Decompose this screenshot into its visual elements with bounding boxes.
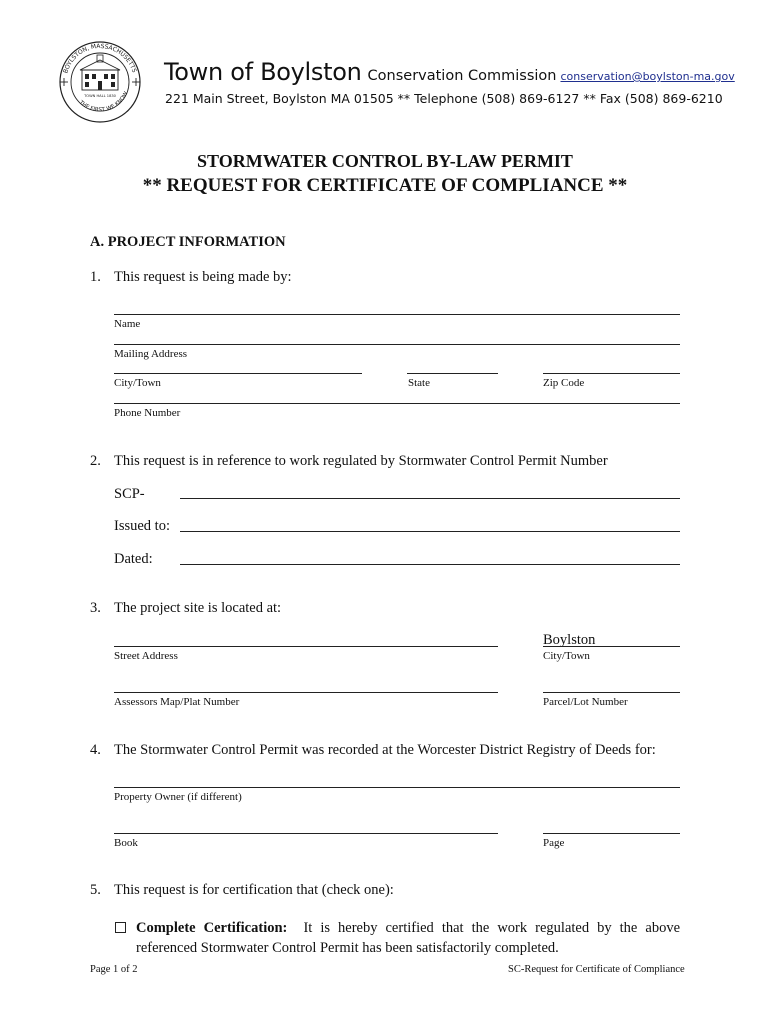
issued-to-field[interactable] [180,531,680,532]
complete-certification-label: Complete Certification: [136,920,288,936]
scp-label: SCP- [114,486,145,502]
section-a-heading: A. PROJECT INFORMATION [90,234,286,250]
city-field[interactable] [114,373,362,374]
mailing-address-field[interactable] [114,344,680,345]
seal-inner-text: TOWN HALL 1830 [84,94,116,98]
q1-number: 1. [90,269,101,285]
city-label: City/Town [114,377,161,389]
phone-label: Phone Number [114,407,181,419]
state-field[interactable] [407,373,498,374]
form-subtitle: ** REQUEST FOR CERTIFICATE OF COMPLIANCE ** [142,175,628,196]
page-field[interactable] [543,833,680,834]
complete-certification-checkbox[interactable] [115,922,126,933]
parcel-lot-label: Parcel/Lot Number [543,696,628,708]
q5-text: This request is for certification that (check one): [114,882,394,898]
scp-number-field[interactable] [180,498,680,499]
zip-field[interactable] [543,373,680,374]
complete-certification-option [136,918,680,958]
dated-label: Dated: [114,551,153,567]
issued-to-label: Issued to: [114,518,170,534]
q3-number: 3. [90,600,101,616]
zip-label: Zip Code [543,377,585,389]
name-label: Name [114,318,141,330]
site-city-field[interactable] [543,646,680,647]
q5-number: 5. [90,882,101,898]
phone-field[interactable] [114,403,680,404]
seal-top-text: BOYLSTON, MASSACHUSETTS [62,42,138,75]
q1-text: This request is being made by: [114,269,292,285]
assessors-map-label: Assessors Map/Plat Number [114,696,240,708]
q2-text: This request is in reference to work regulated by Stormwater Control Permit Number [114,453,608,469]
seal-bottom-text: THE FIRST WE KNOW [77,90,130,114]
commission-name: Conservation Commission [367,68,557,84]
dated-field[interactable] [180,564,680,565]
property-owner-field[interactable] [114,787,680,788]
complete-certification-text: It is hereby certified that the work regulated by the above referenced Stormwater Control Permit has been satisfactorily completed. [136,920,681,956]
property-owner-label: Property Owner (if different) [114,791,242,803]
mailing-address-label: Mailing Address [114,348,188,360]
street-address-label: Street Address [114,650,178,662]
state-label: State [408,377,430,389]
book-field[interactable] [114,833,498,834]
name-field[interactable] [114,314,680,315]
footer-form-name: SC-Request for Certificate of Compliance [508,964,685,975]
street-address-field[interactable] [114,646,498,647]
page-number: Page 1 of 2 [90,964,138,975]
q3-text: The project site is located at: [114,600,282,616]
email-link[interactable]: conservation@boylston-ma.gov [560,70,735,83]
q4-number: 4. [90,742,101,758]
parcel-lot-field[interactable] [543,692,680,693]
book-label: Book [114,837,138,849]
letterhead-address: 221 Main Street, Boylston MA 01505 ** Telephone (508) 869-6127 ** Fax (508) 869-6210 [165,91,723,106]
letterhead-title [164,58,735,86]
q4-text: The Stormwater Control Permit was recorded at the Worcester District Registry of Deeds for: [114,742,656,758]
town-name: Town of Boylston [164,58,362,86]
form-title: STORMWATER CONTROL BY-LAW PERMIT [197,151,573,171]
page-label: Page [543,837,565,849]
site-city-label: City/Town [543,650,590,662]
site-city-value: Boylston [543,632,596,648]
assessors-map-field[interactable] [114,692,498,693]
q2-number: 2. [90,453,101,469]
town-seal-logo [58,40,142,124]
